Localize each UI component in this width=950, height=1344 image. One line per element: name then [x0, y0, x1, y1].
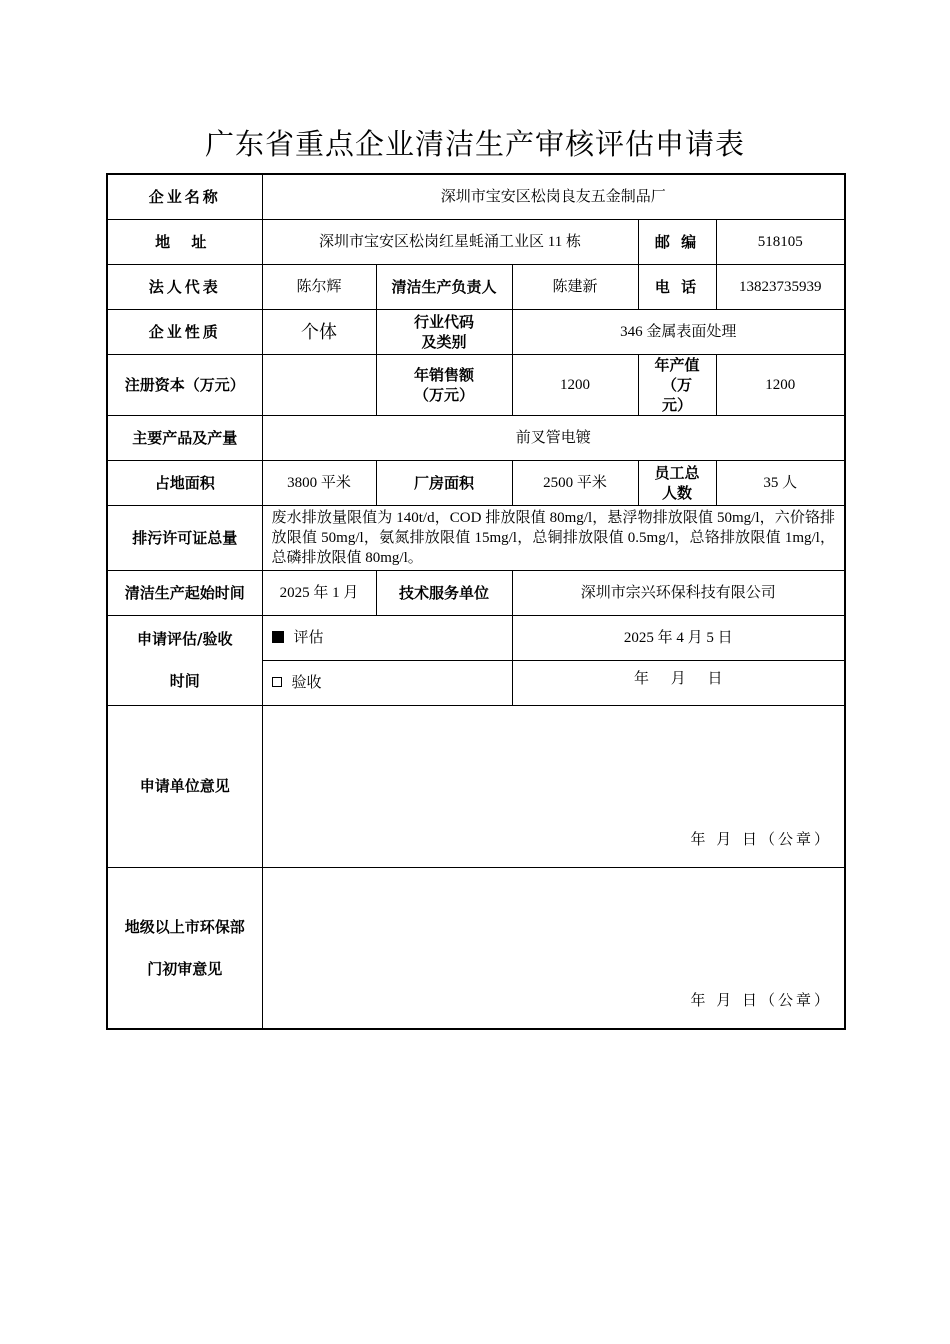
value-staff: 35 人: [716, 460, 845, 505]
applicant-stamp-line: 年 月 日（公章）: [690, 829, 833, 848]
unchecked-box-icon: [272, 677, 282, 687]
epb-stamp-line: 年 月 日（公章）: [690, 991, 833, 1009]
label-annual-output-line1: 年产值: [654, 355, 700, 374]
label-annual-sales-line2: （万元）: [413, 385, 474, 404]
value-annual-output: 1200: [716, 354, 845, 415]
label-cp-start: 清洁生产起始时间: [107, 570, 262, 615]
label-industry-line2: 及类别: [421, 332, 467, 351]
label-applicant-opinion: 申请单位意见: [107, 705, 262, 867]
label-reg-capital: 注册资本（万元）: [107, 354, 262, 415]
option-accept-label: 验收: [291, 674, 322, 691]
label-address-text: 地 址: [155, 232, 215, 251]
value-tech-service: 深圳市宗兴环保科技有限公司: [512, 570, 845, 615]
form-title: 广东省重点企业清洁生产审核评估申请表: [204, 127, 745, 161]
row-main-products: [107, 415, 845, 460]
label-staff-line1: 员工总: [654, 463, 700, 482]
value-permit: 废水排放量限值为 140t/d，COD 排放限值 80mg/l，悬浮物排放限值 50mg/l，六价铬排放限值 50mg/l，氨氮排放限值 15mg/l，总铜排放限值 0.5mg/l，总铬排放限值 1mg/l，总磷排放限值 80mg/l。: [262, 505, 845, 570]
value-phone: 13823735939: [716, 264, 845, 309]
label-land-area: 占地面积: [107, 460, 262, 505]
label-legal-rep: 法人代表: [107, 264, 262, 309]
value-company-name: 深圳市宝安区松岗良友五金制品厂: [262, 174, 845, 219]
label-epb-opinion-line2: 门初审意见: [147, 959, 223, 978]
epb-opinion-area[interactable]: [262, 867, 845, 1029]
row-cp-start: [107, 570, 845, 615]
label-epb-opinion-line1: 地级以上市环保部: [124, 917, 245, 936]
value-legal-rep: 陈尔辉: [262, 264, 376, 309]
label-apply-time-line1: 申请评估/验收: [137, 630, 233, 648]
label-staff-line2: 人数: [661, 483, 692, 502]
value-reg-capital: [262, 354, 376, 415]
row-address: [107, 219, 845, 264]
row-capital: [107, 354, 845, 415]
label-annual-output-line2: （万: [661, 375, 692, 394]
value-land-area: 3800 平米: [262, 460, 376, 505]
label-address: [107, 219, 262, 264]
label-industry-line1: 行业代码: [413, 312, 474, 331]
application-form-table: [106, 173, 846, 1030]
option-assess-label: 评估: [293, 629, 324, 646]
row-applicant-opinion: [107, 705, 845, 867]
label-plant-area: 厂房面积: [376, 460, 512, 505]
label-apply-time-line2: 时间: [169, 672, 200, 690]
value-cp-start: 2025 年 1 月: [262, 570, 376, 615]
label-industry: [376, 309, 512, 354]
value-cp-manager: 陈建新: [512, 264, 638, 309]
accept-date: 年 月 日: [512, 660, 845, 705]
label-main-products: 主要产品及产量: [107, 415, 262, 460]
label-annual-sales: [376, 354, 512, 415]
label-annual-output-line3: 元）: [661, 395, 692, 414]
label-phone: 电 话: [638, 264, 716, 309]
value-annual-sales: 1200: [512, 354, 638, 415]
row-permit: [107, 505, 845, 570]
label-permit: 排污许可证总量: [107, 505, 262, 570]
value-address: 深圳市宝安区松岗红星蚝涌工业区 11 栋: [262, 219, 638, 264]
assess-date: 2025 年 4 月 5 日: [512, 615, 845, 660]
row-legal-rep: [107, 264, 845, 309]
row-area: [107, 460, 845, 505]
row-apply-assess: [107, 615, 845, 660]
label-tech-service: 技术服务单位: [376, 570, 512, 615]
label-cp-manager: 清洁生产负责人: [376, 264, 512, 309]
row-company-name: [107, 174, 845, 219]
value-plant-area: 2500 平米: [512, 460, 638, 505]
value-industry: 346 金属表面处理: [512, 309, 845, 354]
label-staff: [638, 460, 716, 505]
label-apply-time: [107, 615, 262, 705]
label-company-type: 企业性质: [107, 309, 262, 354]
label-company-name: 企业名称: [107, 174, 262, 219]
label-annual-output: [638, 354, 716, 415]
applicant-opinion-area[interactable]: [262, 705, 845, 867]
value-company-type: 个体: [262, 309, 376, 354]
label-epb-opinion: [107, 867, 262, 1029]
value-main-products: 前叉管电镀: [262, 415, 845, 460]
row-company-type: [107, 309, 845, 354]
row-epb-opinion: [107, 867, 845, 1029]
option-assess[interactable]: [262, 615, 512, 660]
value-postcode: 518105: [716, 219, 845, 264]
checked-box-icon: [272, 631, 284, 643]
label-annual-sales-line1: 年销售额: [413, 365, 474, 384]
label-postcode: 邮 编: [638, 219, 716, 264]
option-accept[interactable]: [262, 660, 512, 705]
